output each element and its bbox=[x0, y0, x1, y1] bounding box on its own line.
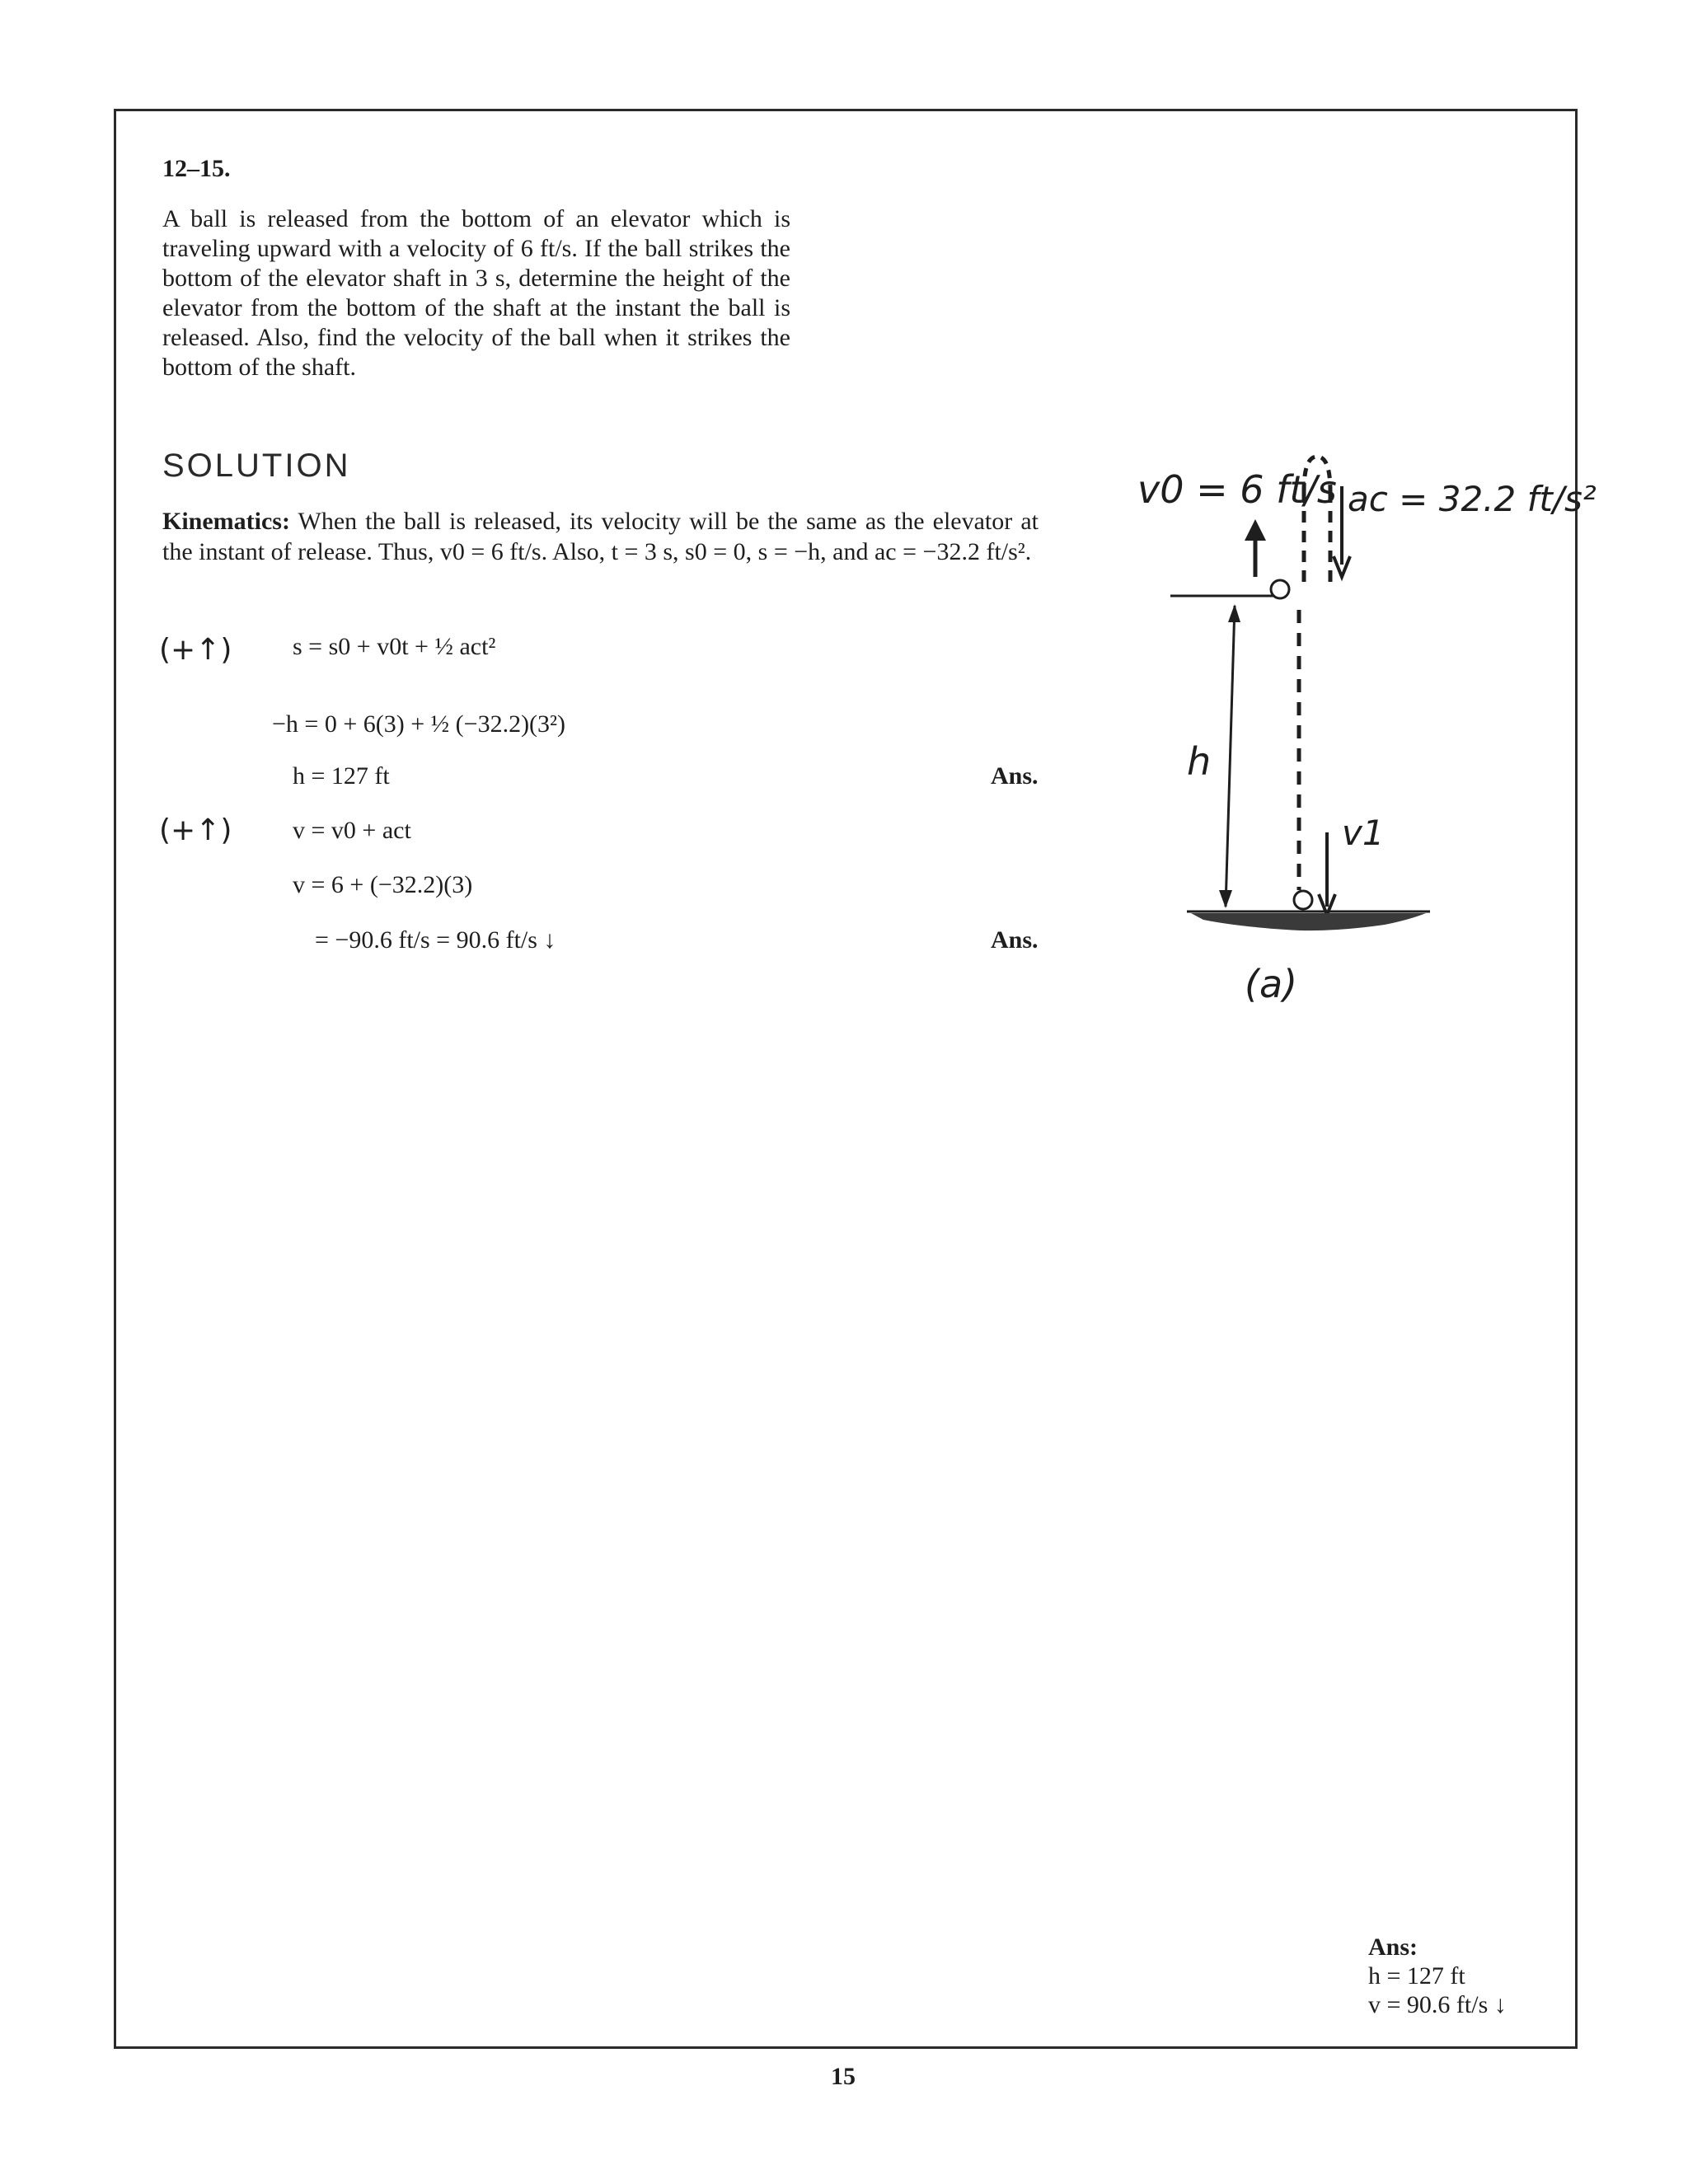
figure-caption: (a) bbox=[1245, 962, 1298, 1006]
equation-substitution: −h = 0 + 6(3) + ½ (−32.2)(3²) bbox=[272, 710, 566, 738]
h-label: h bbox=[1187, 739, 1212, 784]
ground-hatch bbox=[1191, 913, 1426, 930]
sign-convention-1: (+↑) bbox=[159, 633, 232, 667]
equation-velocity: v = v0 + act bbox=[293, 817, 411, 844]
dim-arrow-bottom-icon bbox=[1219, 890, 1232, 908]
equation-position: s = s0 + v0t + ½ act² bbox=[293, 633, 496, 660]
ball-impact-icon bbox=[1294, 891, 1312, 909]
problem-number: 12–15. bbox=[162, 155, 231, 182]
answer-tag-2: Ans. bbox=[991, 926, 1039, 954]
arrow-up-icon bbox=[1245, 519, 1266, 541]
v0-label: v0 = 6 ft/s bbox=[1137, 467, 1337, 512]
v1-label: v1 bbox=[1342, 813, 1385, 853]
kinematics-paragraph bbox=[162, 506, 1039, 567]
problem-text: A ball is released from the bottom of an elevator which is traveling upward with a velocity of 6 ft/s. If the ball strikes the bottom of the elevator shaft in 3 s, determine the height of the elevator from the bottom of the shaft at the instant the ball is released. Also, find the velocity of the ball when it strikes the bottom of the shaft. bbox=[162, 205, 790, 381]
answer-summary-title: Ans: bbox=[1368, 1933, 1418, 1961]
page-number: 15 bbox=[831, 2063, 856, 2090]
equation-height-result: h = 127 ft bbox=[293, 762, 390, 790]
ac-label: ac = 32.2 ft/s² bbox=[1348, 479, 1597, 519]
answer-summary bbox=[1368, 1933, 1507, 2019]
kinematics-label: Kinematics: bbox=[162, 508, 290, 535]
solution-heading: SOLUTION bbox=[162, 448, 351, 484]
page-frame bbox=[114, 109, 1578, 2049]
answer-summary-height: h = 127 ft bbox=[1368, 1962, 1465, 1990]
answer-summary-velocity: v = 90.6 ft/s ↓ bbox=[1368, 1991, 1507, 2018]
equation-velocity-result: = −90.6 ft/s = 90.6 ft/s ↓ bbox=[315, 926, 556, 954]
kinematics-text: When the ball is released, its velocity will be the same as the elevator at the instant of release. Thus, v0 = 6 ft/s. Also, t = 3 s, s0 = 0, s = −h, and ac = −32.2 ft/s². bbox=[162, 508, 1039, 565]
equation-velocity-substitution: v = 6 + (−32.2)(3) bbox=[293, 871, 473, 898]
elevator-figure bbox=[1121, 445, 1597, 1038]
height-dimension-line bbox=[1226, 606, 1235, 907]
ball-released-icon bbox=[1271, 580, 1289, 598]
sign-convention-2: (+↑) bbox=[159, 813, 232, 847]
answer-tag-1: Ans. bbox=[991, 762, 1039, 790]
dim-arrow-top-icon bbox=[1228, 604, 1240, 622]
